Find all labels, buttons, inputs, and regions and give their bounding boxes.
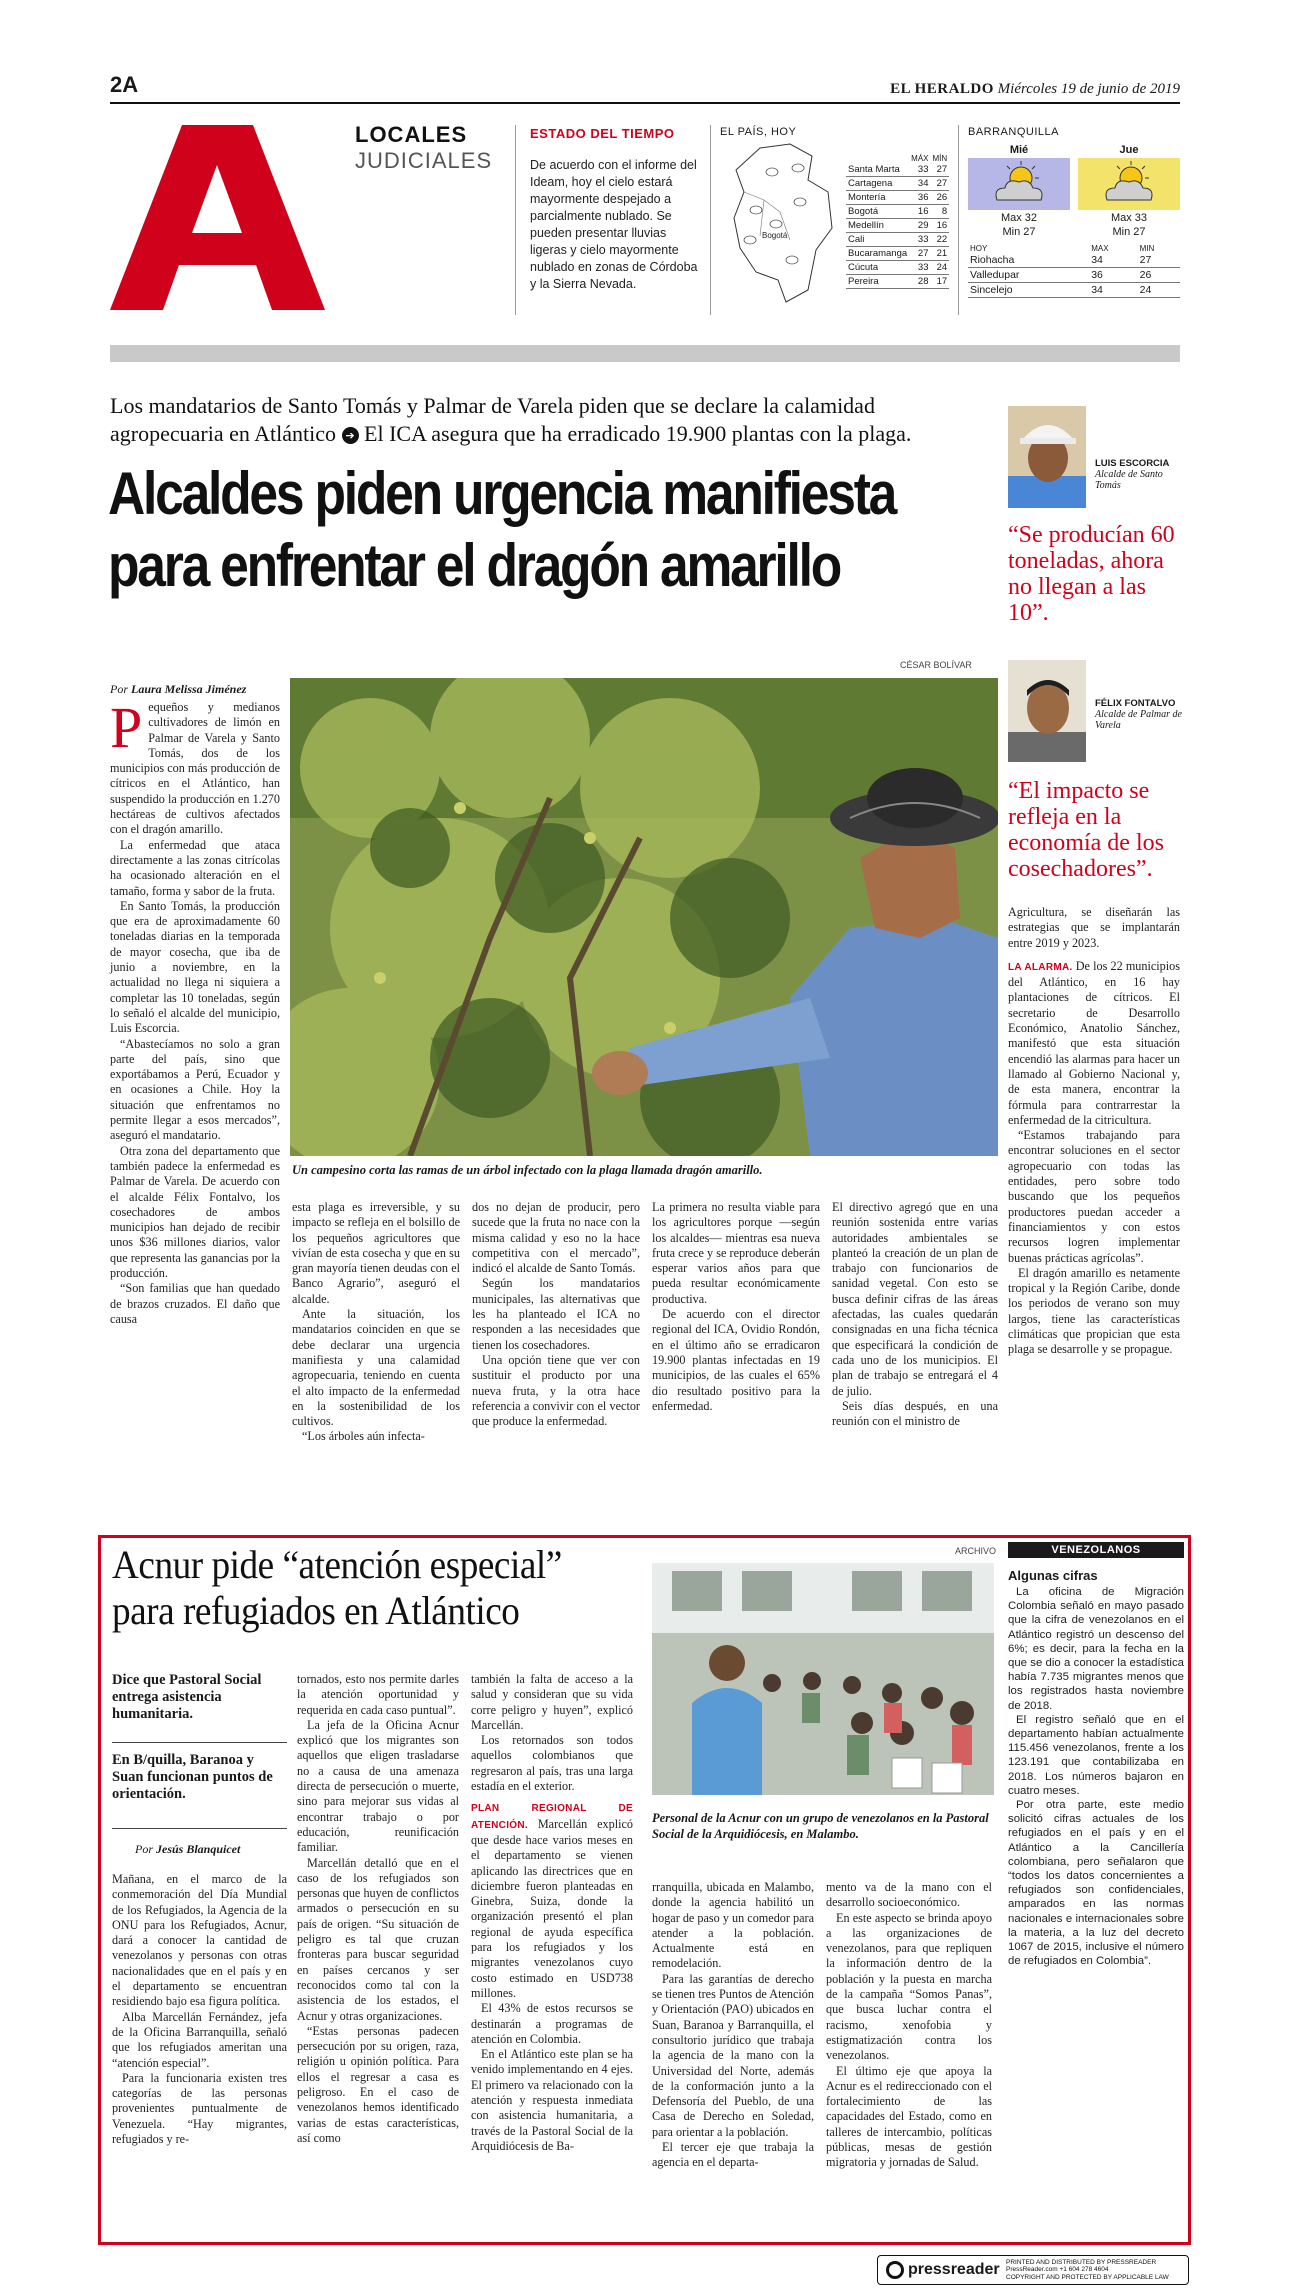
paragraph: Marcellán explicó que desde hace varios meses en el departamento se vienen aplicando las directrices que en diciembre fueron planteadas en Ginebra, Suiza, donde la organización presentó el plan regional de ayuda específica para los refugiados y los migrantes venezolanos cuyo costo estimado en USD738 millones. xyxy=(471,1816,633,2000)
paragraph: “Estas personas padecen persecución por su origen, raza, religión u opinión política. Para ellos el regresar a casa es peligroso. En el caso de venezolanos hemos identificado varias de estas características, así como xyxy=(297,2023,459,2145)
paragraph: Marcellán detalló que en el caso de los refugiados son personas que huyen de conflictos armados o persecución en su país de origen. “Su situación de peligro es tal que cruzan fronteras para buscar seguridad en países cercanos y ser reconocidos como tal con la asistencia de los estados, el Acnur y otras organizaciones. xyxy=(297,1855,459,2023)
pressreader-logo-icon xyxy=(886,2261,904,2279)
paragraph: La jefa de la Oficina Acnur explicó que los migrantes son aquellos que eligen trasladarse no a causa de una amenaza directa de persecución o muerte, sino para mejorar sus vidas al encontrar trabajo o por educación, reunificación familiar. xyxy=(297,1717,459,1855)
partly-cloudy-icon xyxy=(1078,158,1180,210)
paragraph: “Los árboles aún infecta- xyxy=(302,1429,425,1444)
city-max: 33 xyxy=(909,233,930,247)
newspaper-name: EL HERALDO xyxy=(890,81,994,97)
paragraph: dos no dejan de producir, pero sucede que la fruta no nace con la misma calidad y eso no la hace competitiva con el mercado”, indicó el alcalde de Santo Tomás. xyxy=(472,1200,640,1276)
author-name: Jesús Blanquicet xyxy=(156,1842,241,1856)
col-min: MÍN xyxy=(932,154,948,163)
city-min: 24 xyxy=(1138,283,1180,298)
city-name: Valledupar xyxy=(968,268,1089,283)
portrait-luis-escorcia xyxy=(1008,406,1086,508)
person-role: Alcalde de Santo Tomás xyxy=(1095,469,1163,491)
pull-quote: “Se producían 60 toneladas, ahora no llegan a las 10”. xyxy=(1008,522,1175,626)
paragraph: El tercer eje que trabaja la agencia en el departa- xyxy=(652,2140,814,2170)
portrait-felix-fontalvo xyxy=(1008,660,1086,762)
city-row xyxy=(846,219,949,233)
paragraph: Mañana, en el marco de la conmemoración del Día Mundial de los Refugiados, la Agencia de la ONU para los Refugiados, Acnur, dará a conocer la cantidad de venezolanos y personas con otras nacionalidades que en el país y en el departamento se encuentran residiendo bajo esa figura política. xyxy=(112,1872,287,2009)
city-min: 27 xyxy=(931,177,950,191)
paragraph: El directivo agregó que en una reunión sostenida entre varias autoridades ambientales se planteó la creación de un plan de trabajo con funcionarios de sanidad vegetal. Con esto se busca definir cifras de las áreas afectadas, las cuales quedarán consignadas en una ficha técnica que especificará la condición de cada uno de los municipios. El plan de trabajo se entregará el 4 de julio. xyxy=(832,1200,998,1398)
paragraph: Para la funcionaria existen tres categorías de las personas provenientes puntualmente de Venezuela. “Hay migrantes, refugiados y re- xyxy=(112,2070,287,2147)
partly-cloudy-icon xyxy=(968,158,1070,210)
subhead: LA ALARMA. xyxy=(1008,961,1073,973)
edition-date: Miércoles 19 de junio de 2019 xyxy=(997,81,1180,97)
sidebar-title: Algunas cifras xyxy=(1008,1568,1098,1583)
person-role: Alcalde de Palmar de Varela xyxy=(1095,709,1182,731)
article-column-4 xyxy=(652,1200,820,1414)
paragraph: tornados, esto nos permite darles la atención oportunidad y requerida en cada caso puntual”. xyxy=(297,1672,459,1717)
city-name: Sincelejo xyxy=(968,283,1089,298)
city-max: 33 xyxy=(909,261,930,275)
paragraph: Una opción tiene que ver con sustituir el producto por una nueva fruta, y la otra hace referencia a convivir con el vector que produce la enfermedad. xyxy=(472,1352,640,1429)
drop-cap: P xyxy=(110,695,143,760)
forecast-max: Max 32 xyxy=(1000,212,1038,224)
paragraph: Seis días después, en una reunión con el ministro de xyxy=(832,1398,998,1429)
weather-text: De acuerdo con el informe del Ideam, hoy el cielo estará mayormente despejado a parcialmente nublado. Se pueden presentar lluvias ligeras y cielo mayormente nublado en zonas de Córdoba y la Sierra Nevada. xyxy=(530,158,698,291)
secondary-headline: Acnur pide “atención especial” para refugiados en Atlántico xyxy=(112,1542,562,1633)
country-weather-label: EL PAÍS, HOY xyxy=(720,126,797,138)
city-name: Medellín xyxy=(846,219,909,233)
city-row xyxy=(846,191,949,205)
pressreader-notice xyxy=(1006,2259,1169,2282)
article-column-6 xyxy=(1008,905,1180,1358)
pull-quote: “El impacto se refleja en la economía de los cosechadores”. xyxy=(1008,778,1164,882)
city-row xyxy=(846,275,949,289)
city-max: 34 xyxy=(1089,253,1137,268)
col-max: MÁX xyxy=(911,154,929,163)
paragraph: La enfermedad que ataca directamente a las zonas citrícolas ha ocasionado alteración en el tamaño, forma y sabor de la fruta. xyxy=(110,837,280,898)
divider xyxy=(112,1742,287,1743)
city-min: 27 xyxy=(931,163,950,177)
story-lede: Dice que Pastoral Social entrega asistencia humanitaria. xyxy=(112,1672,262,1722)
paragraph: Ante la situación, los mandatarios coinciden en que se debe declarar una urgencia manifiesta y una calamidad agropecuaria, teniendo en cuenta el alto impacto de la enfermedad en la sostenibilidad de los cultivos. xyxy=(292,1307,460,1429)
paragraph: también la falta de acceso a la salud y consideran que su vida corre peligro y huyen”, explicó Marcellán. xyxy=(471,1672,633,1732)
brand-name: pressreader xyxy=(908,2261,1000,2278)
local-weather xyxy=(968,126,1180,298)
city-row xyxy=(846,177,949,191)
city-max: 34 xyxy=(1089,283,1137,298)
city-name: Riohacha xyxy=(968,253,1089,268)
page-header xyxy=(110,72,1180,104)
sidebar-tag: VENEZOLANOS xyxy=(1008,1542,1184,1558)
city-name: Cali xyxy=(846,233,909,247)
arrow-right-icon: ➔ xyxy=(342,427,359,444)
forecast-day-name: Jue xyxy=(1119,144,1139,156)
city-row xyxy=(968,253,1180,268)
city-row xyxy=(968,268,1180,283)
paragraph: El 43% de estos recursos se destinarán a programas de atención en Colombia. xyxy=(471,2001,633,2046)
map-city-label: Bogotá xyxy=(762,231,788,240)
notice-line: PRINTED AND DISTRIBUTED BY PRESSREADER xyxy=(1006,2258,1157,2266)
section-name: LOCALES xyxy=(355,122,468,147)
city-max: 28 xyxy=(909,275,930,289)
paragraph: El registro señaló que en el departamento habían actualmente 115.456 venezolanos, frente a los 123.191 que contabilizaba en 2018. Los números bajaron en cuatro meses. xyxy=(1008,1713,1184,1797)
regional-temperatures-table xyxy=(968,244,1180,298)
paragraph: El último eje que apoya la Acnur es el redireccionado con el fortalecimiento de las capacidades del Estado, como en talleres de intercambio, políticas públicas, mesas de gestión migratoria y jornadas de Salud. xyxy=(826,2063,992,2170)
article-column-5 xyxy=(826,1880,992,2171)
city-max: 36 xyxy=(909,191,930,205)
article-column-4 xyxy=(652,1880,814,2171)
paragraph: equeños y medianos cultivadores de limón en Palmar de Varela y Santo Tomás, dos de los municipios con más producción de cítricos en el Atlántico, han suspendido la producción en 1.270 hectáreas de cultivos afectados con el dragón amarillo. xyxy=(110,700,280,837)
city-row xyxy=(846,163,949,177)
paragraph: En este aspecto se brinda apoyo a las organizaciones de venezolanos, para que repliquen la información dentro de la población y la puesta en marcha de la campaña “Somos Panas”, que busca luchar contra el racismo, xenofobia y estigmatización contra los venezolanos. xyxy=(826,1910,992,2063)
city-row xyxy=(968,283,1180,298)
headline-line: Alcaldes piden urgencia manifiesta xyxy=(108,460,896,527)
forecast-min: Min 27 xyxy=(1112,226,1146,238)
byline-prefix: Por xyxy=(135,1842,153,1856)
kicker-text: El ICA asegura que ha erradicado 19.900 plantas con la plaga. xyxy=(364,421,912,446)
byline xyxy=(135,1842,240,1857)
city-row xyxy=(846,247,949,261)
person-name: FÉLIX FONTALVO xyxy=(1095,698,1176,709)
city-name: Santa Marta xyxy=(846,163,909,177)
article-column-2 xyxy=(297,1672,459,2146)
paragraph: Por otra parte, este medio solicitó cifras actuales de los refugiados en el país y en el Atlántico a la Cancillería colombiana, pero señalaron que “todos los datos concernientes a refugiados son confidenciales, amparados en las normas nacionales e internacionales sobre la materia, a la luz del decreto 1067 de 2015, inclusive el número de refugiados en Colombia”. xyxy=(1008,1799,1184,1968)
paragraph: Alba Marcellán Fernández, jefa de la Oficina Barranquilla, señaló que los refugiados ameritan una “atención especial”. xyxy=(112,2009,287,2070)
divider xyxy=(515,125,516,315)
person-caption xyxy=(1095,698,1185,731)
city-min: 27 xyxy=(1138,253,1180,268)
col-min: MIN xyxy=(1139,244,1155,253)
forecast-day-name: Mié xyxy=(1009,144,1029,156)
city-max: 33 xyxy=(909,163,930,177)
city-min: 8 xyxy=(931,205,950,219)
city-name: Cartagena xyxy=(846,177,909,191)
photo-caption: Un campesino corta las ramas de un árbol infectado con la plaga llamada dragón amarillo. xyxy=(292,1163,763,1177)
article-column-2 xyxy=(292,1200,460,1445)
paragraph: En Santo Tomás, la producción que era de aproximadamente 60 toneladas diarias en la temporada de mayor cosecha, que iba de junio a noviembre, en la actualidad no llega ni siquiera a completar las 10 toneladas, según lo señaló el alcalde del municipio, Luis Escorcia. xyxy=(110,898,280,1036)
forecast-day-2 xyxy=(1078,144,1180,238)
section-letter-logo xyxy=(110,125,325,310)
divider xyxy=(112,1828,287,1829)
paragraph: “Son familias que han quedado de brazos cruzados. El daño que causa xyxy=(110,1281,280,1326)
photo-caption: Personal de la Acnur con un grupo de venezolanos en la Pastoral Social de la Arquidiócesis, en Malambo. xyxy=(652,1811,989,1841)
sidebar-body xyxy=(1008,1585,1184,1968)
paragraph: Otra zona del departamento que también padece la enfermedad es Palmar de Varela. De acuerdo con el alcalde Félix Fontalvo, los cosechadores de ambos municipios han dejado de recibir unos $36 millones diarios, valor que representa las ganancias por la producción. xyxy=(110,1143,280,1280)
city-name: Pereira xyxy=(846,275,909,289)
section-subname: JUDICIALES xyxy=(355,148,493,173)
city-max: 36 xyxy=(1089,268,1137,283)
city-min: 26 xyxy=(931,191,950,205)
weather-report xyxy=(530,126,700,293)
paragraph: La oficina de Migración Colombia señaló en mayo pasado que la cifra de venezolanos en el Atlántico registró un descenso del 6%; es decir, para la fecha en la que se dio a conocer la estadística había 7.735 migrantes menos que los registrados hasta noviembre de 2018. xyxy=(1008,1586,1184,1712)
paragraph: La primera no resulta viable para los agricultores porque —según los alcaldes— mientras esa nueva fruta crece y se reproduce deberán esperar varios años para que pueda resultar económicamente productiva. xyxy=(652,1200,820,1306)
city-temperatures-table xyxy=(846,154,949,289)
city-max: 34 xyxy=(909,177,930,191)
article-column-5 xyxy=(832,1200,998,1429)
sidebar-box xyxy=(1008,1542,1184,1968)
paragraph: rranquilla, ubicada en Malambo, donde la agencia habilitó un hogar de paso y un comedor para atender a la población. Actualmente está en remodelación. xyxy=(652,1880,814,1971)
paragraph: Agricultura, se diseñarán las estrategias que se implantarán entre 2019 y 2023. xyxy=(1008,905,1180,950)
local-weather-label: BARRANQUILLA xyxy=(968,126,1059,138)
city-name: Montería xyxy=(846,191,909,205)
city-row xyxy=(846,205,949,219)
section-divider-bar xyxy=(110,345,1180,362)
paragraph: El dragón amarillo es netamente tropical y la Región Caribe, donde los periodos de verano son muy largos, tiene las características climáticas que propician que esta plaga se desarrolle y se propague. xyxy=(1008,1265,1180,1357)
byline-prefix: Por xyxy=(110,682,128,696)
divider xyxy=(710,125,711,315)
city-min: 17 xyxy=(931,275,950,289)
city-min: 22 xyxy=(931,233,950,247)
photo-credit: ARCHIVO xyxy=(955,1546,997,1556)
notice-line: COPYRIGHT AND PROTECTED BY APPLICABLE LAW xyxy=(1006,2273,1169,2281)
notice-line: PressReader.com +1 604 278 4604 xyxy=(1006,2266,1109,2274)
col-today: HOY xyxy=(970,244,988,253)
article-column-3 xyxy=(471,1672,633,2154)
pressreader-badge[interactable] xyxy=(877,2255,1189,2285)
story-lede: En B/quilla, Baranoa y Suan funcionan puntos de orientación. xyxy=(112,1752,273,1802)
colombia-map-icon xyxy=(720,140,840,310)
paragraph: esta plaga es irreversible, y su impacto se refleja en el bolsillo de los pequeños agricultores que vivían de esta cosecha y que en su gran mayoría tienen deudas con el Banco Agrario”, aseguró el alcalde. xyxy=(292,1200,460,1306)
headline-line: para enfrentar el dragón amarillo xyxy=(108,532,840,599)
col-max: MAX xyxy=(1091,244,1109,253)
kicker-text: Los mandatarios de Santo Tomás y Palmar de Varela piden que se declare la calamidad agropecuaria en Atlántico xyxy=(110,393,875,446)
paragraph: En el Atlántico este plan se ha venido implementando en 4 ejes. El primero va relacionado con la atención y respuesta inmediata con asistencia humanitaria, a través de la Pastoral Social de la Arquidiócesis de Ba- xyxy=(471,2047,633,2153)
paragraph: “Abastecíamos no solo a gran parte del país, sino que exportábamos a Perú, Ecuador y en ocasiones a Chile. Hoy la situación que enfrentamos no permite llegar a esos mercados”, aseguró el mandatario. xyxy=(110,1036,280,1143)
subhead: PLAN REGIONAL DE ATENCIÓN. xyxy=(471,1803,633,1831)
city-min: 24 xyxy=(931,261,950,275)
paragraph: De acuerdo con el director regional del ICA, Ovidio Rondón, en el último año se erradicaron 19.900 plantas infectadas en 19 municipios, de las cuales el 65% dio resultado positivo para la enfermedad. xyxy=(652,1307,820,1413)
refugees-meeting-photo xyxy=(652,1563,994,1795)
farmer-photo xyxy=(290,678,998,1156)
main-headline xyxy=(108,458,896,602)
forecast-day-1 xyxy=(968,144,1070,238)
city-min: 16 xyxy=(931,219,950,233)
country-weather xyxy=(720,126,950,287)
pressreader-logo xyxy=(878,2261,1006,2279)
city-min: 26 xyxy=(1138,268,1180,283)
city-max: 16 xyxy=(909,205,930,219)
city-name: Cúcuta xyxy=(846,261,909,275)
story-kicker xyxy=(110,392,990,448)
city-row xyxy=(846,233,949,247)
photo-credit: CÉSAR BOLÍVAR xyxy=(900,660,972,670)
article-column-1 xyxy=(110,695,280,1327)
masthead xyxy=(890,81,1180,98)
paragraph: “Estamos trabajando para encontrar soluciones en el sector agropecuario con todas las entidades, pero sobre todo buscando que los pequeños productores puedan acceder a financiamientos y con estos recursos logren implementar buenas prácticas agrícolas”. xyxy=(1008,1128,1180,1265)
article-column-3 xyxy=(472,1200,640,1429)
weather-title: ESTADO DEL TIEMPO xyxy=(530,126,675,141)
section-label xyxy=(355,122,492,174)
person-caption xyxy=(1095,458,1185,491)
forecast-max: Max 33 xyxy=(1110,212,1148,224)
author-name: Laura Melissa Jiménez xyxy=(131,682,247,696)
paragraph: Para las garantías de derecho se tienen tres Puntos de Atención y Orientación (PAO) ubicados en Suan, Baranoa y Barranquilla, el consultorio jurídico que trabaja la agencia de la mano con la Universidad del Norte, además de la conformación junto a la Defensoría del Pueblo, de una Casa de Derecho en Soledad, para orientar a la población. xyxy=(652,1971,815,2139)
paragraph: Según los mandatarios municipales, las alternativas que les ha planteado el ICA no responden a las necesidades que tienen los cosechadores. xyxy=(472,1276,640,1352)
city-name: Bogotá xyxy=(846,205,909,219)
person-name: LUIS ESCORCIA xyxy=(1095,458,1170,469)
city-max: 29 xyxy=(909,219,930,233)
page-number: 2A xyxy=(110,72,139,97)
paragraph: De los 22 municipios del Atlántico, en 16 hay plantaciones de cítricos. El secretario de Desarrollo Económico, Anatolio Sánchez, manifestó que esta situación encendió las alarmas para hacer un llamado al Gobierno Nacional y, de esta manera, encontrar la fórmula para contrarrestar la enfermedad de la citricultura. xyxy=(1008,958,1180,1127)
paragraph: Los retornados son todos aquellos colombianos que regresaron al país, tras una larga estadía en el exterior. xyxy=(471,1733,633,1794)
paragraph: mento va de la mano con el desarrollo socioeconómico. xyxy=(826,1880,992,1910)
city-min: 21 xyxy=(931,247,950,261)
divider xyxy=(958,125,959,315)
forecast-min: Min 27 xyxy=(1002,226,1036,238)
city-max: 27 xyxy=(909,247,930,261)
city-row xyxy=(846,261,949,275)
article-column-1 xyxy=(112,1872,287,2147)
city-name: Bucaramanga xyxy=(848,248,908,259)
